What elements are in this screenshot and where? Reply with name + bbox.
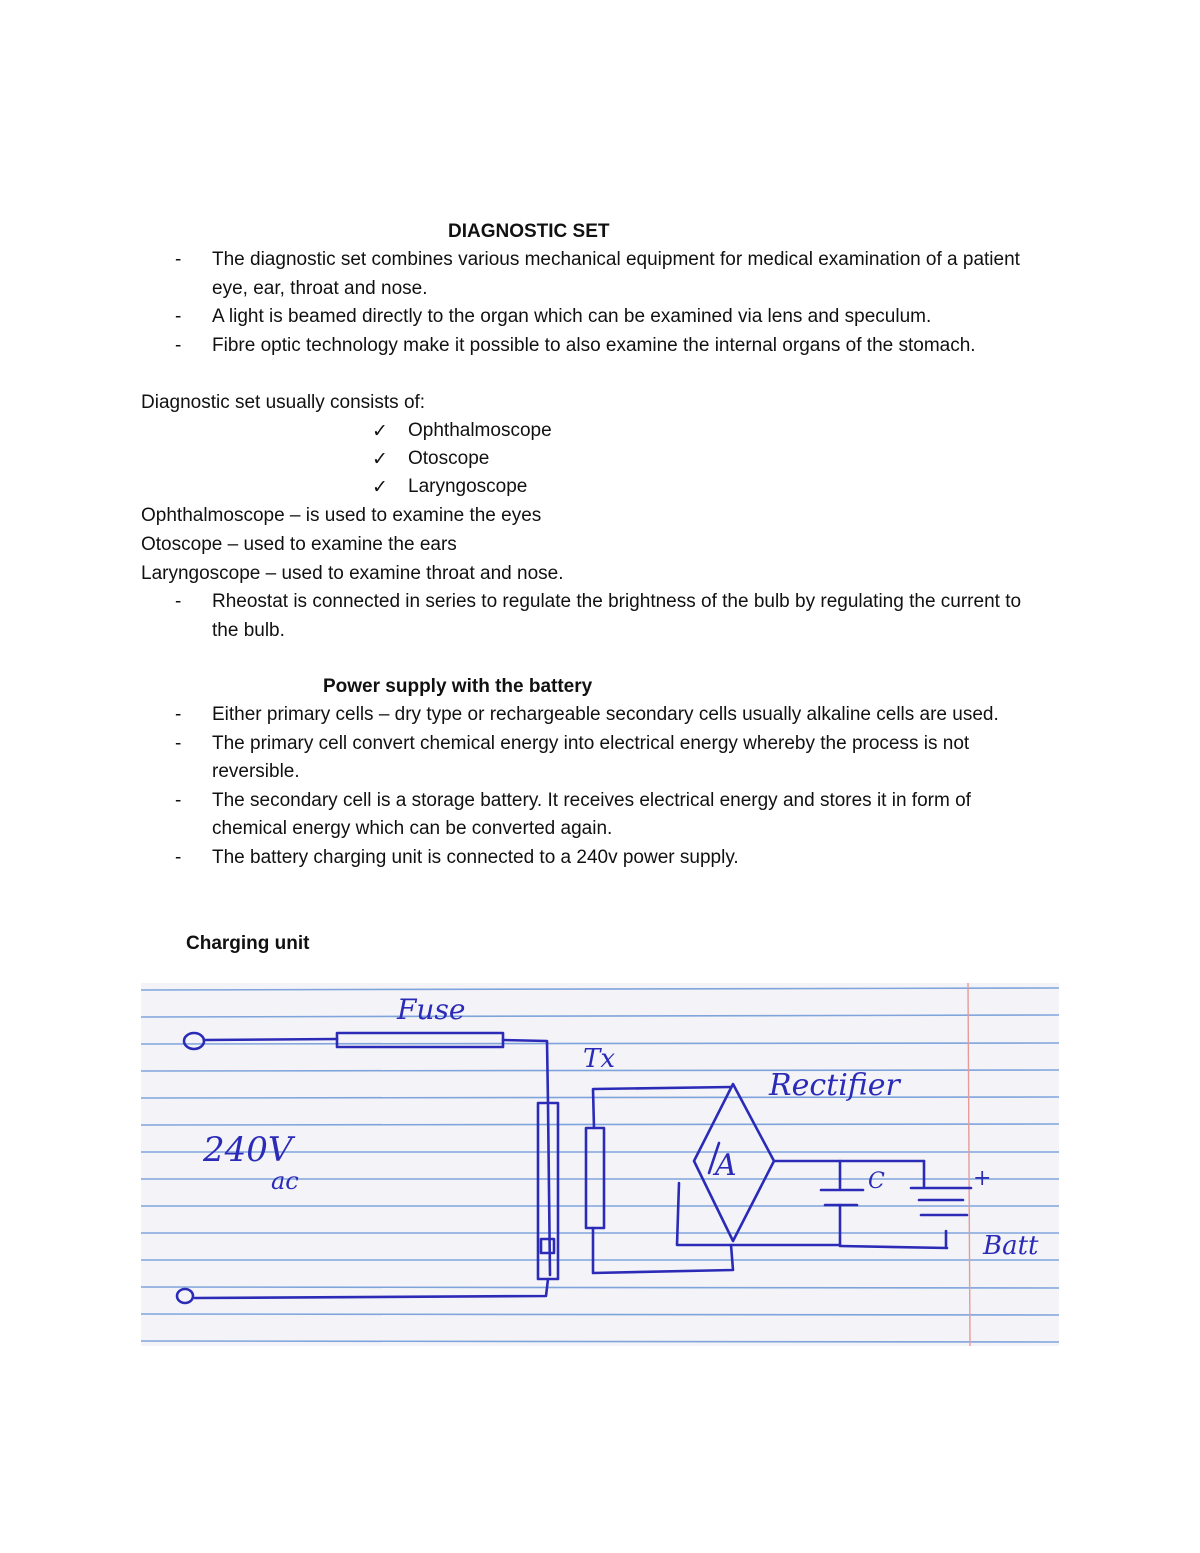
- rheostat-bullet-line-1: Rheostat is connected in series to regulate the brightness of the bulb by regulating the current to: [212, 591, 1022, 612]
- bullet-dash: -: [175, 733, 182, 754]
- checkmark-icon: ✓: [372, 476, 388, 498]
- bullet-dash: -: [175, 249, 182, 270]
- secondary-winding: [586, 1128, 604, 1228]
- charging-unit-sketch: [141, 983, 1059, 1346]
- checklist-item: Otoscope: [408, 448, 490, 469]
- rheostat-bullet-line-2: the bulb.: [212, 620, 285, 641]
- power-bullet-1: Either primary cells – dry type or rechargeable secondary cells usually alkaline cells are used.: [212, 704, 999, 725]
- bullet-dash: -: [175, 591, 182, 612]
- bullet-dash: -: [175, 306, 182, 327]
- checkmark-icon: ✓: [372, 448, 388, 470]
- bullet-dash: -: [175, 790, 182, 811]
- terminal-bottom: [177, 1289, 193, 1303]
- fuse-label: Fuse: [397, 993, 466, 1026]
- definition-ophthalmoscope: Ophthalmoscope – is used to examine the eyes: [141, 505, 542, 526]
- charging-unit-heading: Charging unit: [186, 933, 310, 954]
- bullet-dash: -: [175, 847, 182, 868]
- rectifier-label: Rectifier: [769, 1068, 900, 1103]
- power-bullet-4: The battery charging unit is connected to a 240v power supply.: [212, 847, 739, 868]
- ac-label: ac: [271, 1167, 299, 1195]
- terminal-top: [184, 1033, 204, 1049]
- bullet-dash: -: [175, 704, 182, 725]
- intro-bullet-2: A light is beamed directly to the organ which can be examined via lens and speculum.: [212, 306, 932, 327]
- margin-line: [968, 983, 970, 1346]
- fuse: [337, 1033, 503, 1047]
- voltage-label: 240V: [203, 1130, 293, 1170]
- page-title: DIAGNOSTIC SET: [448, 221, 610, 242]
- definition-laryngoscope: Laryngoscope – used to examine throat and nose.: [141, 563, 564, 584]
- consists-heading: Diagnostic set usually consists of:: [141, 392, 426, 413]
- power-bullet-2-line-1: The primary cell convert chemical energy into electrical energy whereby the process is not: [212, 733, 970, 754]
- power-bullet-2-line-2: reversible.: [212, 761, 300, 782]
- battery-label: Batt: [983, 1231, 1039, 1261]
- power-bullet-3-line-2: chemical energy which can be converted again.: [212, 818, 613, 839]
- checklist-item: Ophthalmoscope: [408, 420, 552, 441]
- intro-bullet-3: Fibre optic technology make it possible to also examine the internal organs of the stomach.: [212, 335, 976, 356]
- transformer-label: Tx: [583, 1044, 616, 1074]
- power-bullet-3-line-1: The secondary cell is a storage battery. It receives electrical energy and stores it in form of: [212, 790, 971, 811]
- circuit-diagram: [141, 983, 1059, 1346]
- checkmark-icon: ✓: [372, 420, 388, 442]
- intro-bullet-1-line-2: eye, ear, throat and nose.: [212, 278, 428, 299]
- battery-plus-label: +: [973, 1166, 992, 1191]
- checklist-item: Laryngoscope: [408, 476, 528, 497]
- bridge-label: A: [715, 1148, 737, 1183]
- bullet-dash: -: [175, 335, 182, 356]
- definition-otoscope: Otoscope – used to examine the ears: [141, 534, 457, 555]
- intro-bullet-1-line-1: The diagnostic set combines various mechanical equipment for medical examination of a patient: [212, 249, 1020, 270]
- power-supply-heading: Power supply with the battery: [323, 676, 593, 697]
- capacitor-label: C: [868, 1169, 885, 1194]
